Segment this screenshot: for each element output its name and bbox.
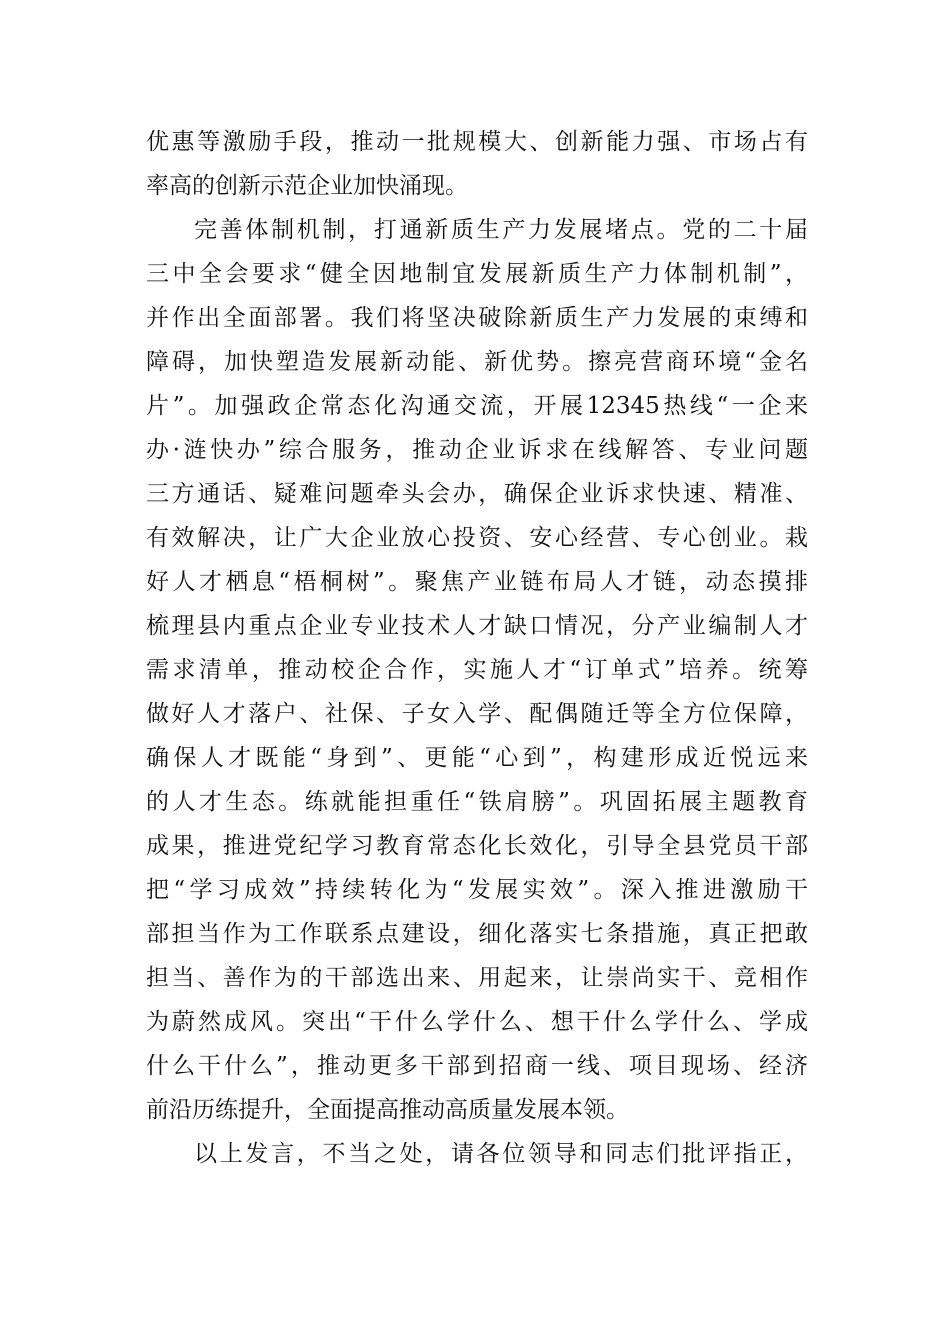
text-line: 担当、善作为的干部选出来、用起来，让崇尚实干、竞相作 [146,965,808,991]
text-line: 把“学习成效”持续转化为“发展实效”。深入推进激励干 [146,877,808,903]
text-line: 前沿历练提升，全面提高推动高质量发展本领。 [146,1097,629,1123]
text-line: 办·涟快办”综合服务，推动企业诉求在线解答、专业问题 [146,437,808,463]
text-line: 为蔚然成风。突出“干什么学什么、想干什么学什么、学成 [146,1009,808,1035]
text-line: 率高的创新示范企业加快涌现。 [146,173,468,199]
text-line: 三方通话、疑难问题牵头会办，确保企业诉求快速、精准、 [146,481,808,507]
text-line: 确保人才既能“身到”、更能“心到”，构建形成近悦远来 [146,745,808,771]
text-line: 的人才生态。练就能担重任“铁肩膀”。巩固拓展主题教育 [146,789,808,815]
paragraph-start-line: 完善体制机制，打通新质生产力发展堵点。党的二十届 [194,217,808,243]
text-line: 部担当作为工作联系点建设，细化落实七条措施，真正把敢 [146,921,808,947]
text-line: 有效解决，让广大企业放心投资、安心经营、专心创业。栽 [146,525,808,551]
text-line: 优惠等激励手段，推动一批规模大、创新能力强、市场占有 [146,129,808,155]
text-line: 做好人才落户、社保、子女入学、配偶随迁等全方位保障， [146,701,808,727]
text-line: 并作出全面部署。我们将坚决破除新质生产力发展的束缚和 [146,305,808,331]
text-line: 成果，推进党纪学习教育常态化长效化，引导全县党员干部 [146,833,808,859]
text-line: 好人才栖息“梧桐树”。聚焦产业链布局人才链，动态摸排 [146,569,808,595]
text-line: 什么干什么”，推动更多干部到招商一线、项目现场、经济 [146,1053,808,1079]
text-line: 梳理县内重点企业专业技术人才缺口情况，分产业编制人才 [146,613,808,639]
text-line: 片”。加强政企常态化沟通交流，开展12345热线“一企来 [146,393,808,419]
text-line: 障碍，加快塑造发展新动能、新优势。擦亮营商环境“金名 [146,349,808,375]
text-line: 三中全会要求“健全因地制宜发展新质生产力体制机制”， [146,261,808,287]
paragraph-start-line: 以上发言，不当之处，请各位领导和同志们批评指正， [194,1141,808,1167]
text-line: 需求清单，推动校企合作，实施人才“订单式”培养。统筹 [146,657,808,683]
